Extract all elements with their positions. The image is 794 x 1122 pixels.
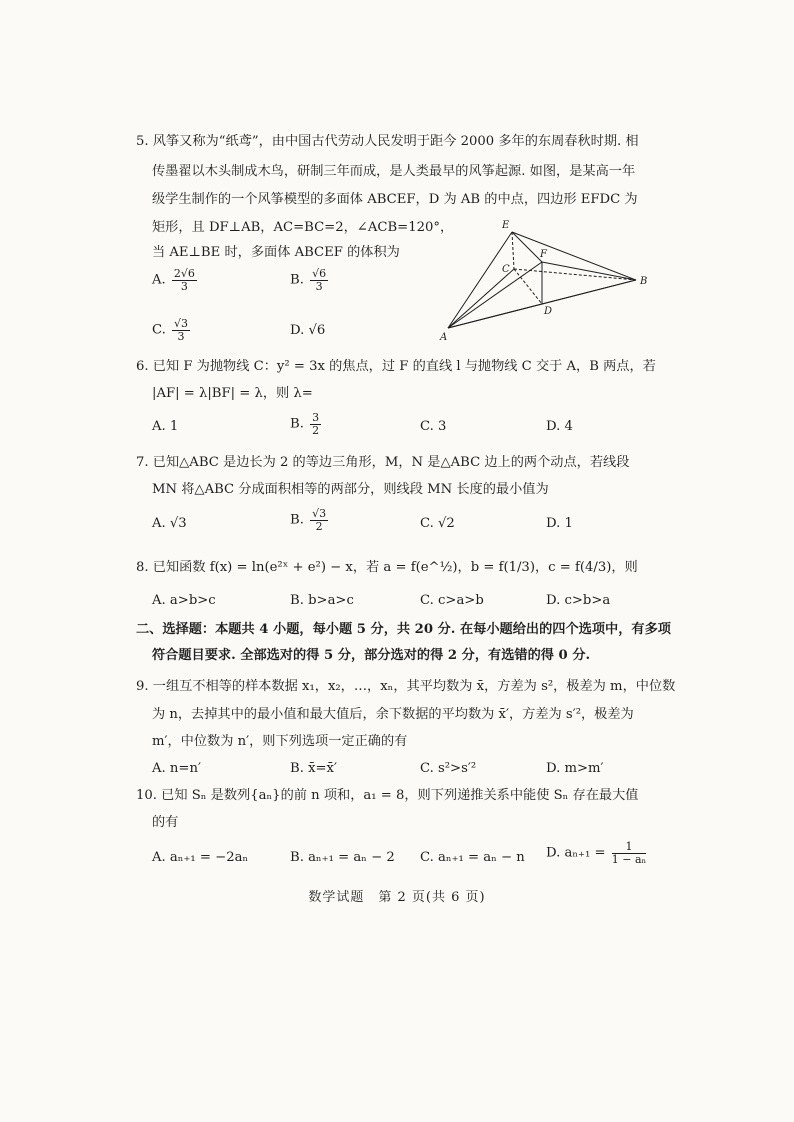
label-c: C (502, 264, 510, 275)
edge-cd-hidden (514, 269, 542, 304)
fraction (172, 268, 197, 292)
q7-option-a: A. √3 (152, 516, 187, 531)
q9-option-a: A. n=n′ (152, 761, 201, 776)
q7-option-d: D. 1 (546, 516, 573, 531)
q6-option-d: D. 4 (546, 419, 573, 434)
q7-line-2: MN 将△ABC 分成面积相等的两部分，则线段 MN 长度的最小值为 (152, 482, 549, 497)
numerator: √3 (174, 317, 189, 330)
numerator: 2√6 (173, 267, 195, 280)
q6-line-1: 6. 已知 F 为抛物线 C：y² = 3x 的焦点，过 F 的直线 l 与抛物线 C 交于 A，B 两点，若 (136, 359, 656, 374)
q5-option-a (152, 268, 199, 292)
q10-line-1: 10. 已知 Sₙ 是数列{aₙ}的前 n 项和，a₁ = 8，则下列递推关系中能使 Sₙ 存在最大值 (136, 788, 639, 803)
q9-option-d: D. m>m′ (546, 761, 604, 776)
edge-db (542, 280, 636, 304)
numerator: 1 (612, 841, 647, 854)
q10-option-b: B. aₙ₊₁ = aₙ − 2 (290, 850, 395, 865)
section-2-heading: 二、选择题：本题共 4 小题，每小题 5 分，共 20 分. 在每小题给出的四个选项中，有多项 (136, 622, 671, 637)
q6-option-b (290, 412, 323, 436)
option-label: C. (152, 322, 166, 338)
q10-option-c: C. aₙ₊₁ = aₙ − n (420, 850, 525, 865)
q5-line-1: 5. 风筝又称为“纸鸢”，由中国古代劳动人民发明于距今 2000 多年的东周春秋时期. 相 (136, 134, 639, 149)
q9-line-1: 9. 一组互不相等的样本数据 x₁，x₂，…，xₙ，其平均数为 x̄，方差为 s²，极差为 m，中位数 (136, 679, 676, 694)
numerator: 3 (312, 411, 320, 424)
fraction (310, 508, 328, 532)
label-d: D (544, 306, 553, 317)
q7-option-c: C. √2 (420, 516, 455, 531)
q5-line-3: 级学生制作的一个风筝模型的多面体 ABCEF，D 为 AB 的中点，四边形 EFDC 为 (152, 192, 638, 207)
label-f: F (540, 249, 547, 260)
edge-eb (512, 232, 636, 280)
denominator: 3 (180, 279, 188, 293)
denominator: 1 − aₙ (611, 852, 647, 866)
edge-fb (542, 262, 636, 280)
numerator: √3 (312, 507, 327, 520)
q7-line-1: 7. 已知△ABC 是边长为 2 的等边三角形，M，N 是△ABC 边上的两个动点，若线段 (136, 455, 630, 470)
edge-cb-hidden (514, 269, 636, 280)
label-b: B (640, 276, 648, 287)
option-label: B. (290, 512, 304, 528)
q10-option-d (546, 841, 648, 865)
q10-option-a: A. aₙ₊₁ = −2aₙ (152, 850, 249, 865)
fraction (310, 412, 321, 436)
fraction (310, 268, 328, 292)
denominator: 2 (312, 423, 320, 437)
q7-option-b (290, 508, 330, 532)
q8-line-1: 8. 已知函数 f(x) = ln(e²ˣ + e²) − x，若 a = f(e^½)，b = f(1/3)，c = f(4/3)，则 (136, 560, 638, 575)
q5-line-5: 当 AE⊥BE 时，多面体 ABCEF 的体积为 (152, 245, 400, 260)
edge-ef (512, 232, 542, 262)
edge-ec-hidden (512, 232, 514, 269)
q5-option-b (290, 268, 330, 292)
option-label: B. (290, 272, 304, 288)
q8-option-d: D. c>b>a (546, 593, 611, 608)
denominator: 3 (177, 329, 185, 343)
denominator: 2 (315, 519, 323, 533)
q8-option-a: A. a>b>c (152, 593, 216, 608)
option-label: A. (152, 272, 166, 288)
numerator: √6 (312, 267, 327, 280)
option-label: B. (290, 416, 304, 432)
q10-line-2: 的有 (152, 815, 179, 830)
q6-line-2: |AF| = λ|BF| = λ，则 λ= (152, 386, 313, 401)
page-footer: 数学试题 第 2 页(共 6 页) (308, 890, 486, 905)
q6-option-a: A. 1 (152, 419, 179, 434)
fraction (612, 841, 647, 865)
edge-af (448, 262, 542, 328)
q8-option-c: C. c>a>b (420, 593, 484, 608)
section-2-instructions: 符合题目要求. 全部选对的得 5 分，部分选对的得 2 分，有选错的得 0 分. (152, 648, 591, 663)
q5-option-c (152, 318, 192, 342)
q8-option-b: B. b>a>c (290, 593, 354, 608)
label-e: E (502, 220, 510, 231)
q6-option-c: C. 3 (420, 419, 447, 434)
q5-line-2: 传墨翟以木头制成木鸟，研制三年而成，是人类最早的风筝起源. 如图，是某高一年 (152, 164, 636, 179)
q5-line-4: 矩形，且 DF⊥AB，AC=BC=2，∠ACB=120°， (152, 220, 454, 235)
option-label: D. aₙ₊₁ = (546, 845, 606, 861)
q9-option-c: C. s²>s′² (420, 761, 477, 776)
q9-line-2: 为 n，去掉其中的最小值和最大值后，余下数据的平均数为 x̄′，方差为 s′²，极差为 (152, 707, 634, 722)
fraction (172, 318, 190, 342)
q5-option-d: D. √6 (290, 323, 326, 338)
polyhedron-figure (436, 214, 656, 344)
label-a: A (440, 332, 448, 343)
q9-option-b: B. x̄=x̄′ (290, 761, 337, 776)
denominator: 3 (315, 279, 323, 293)
q9-line-3: m′，中位数为 n′，则下列选项一定正确的有 (152, 734, 408, 749)
